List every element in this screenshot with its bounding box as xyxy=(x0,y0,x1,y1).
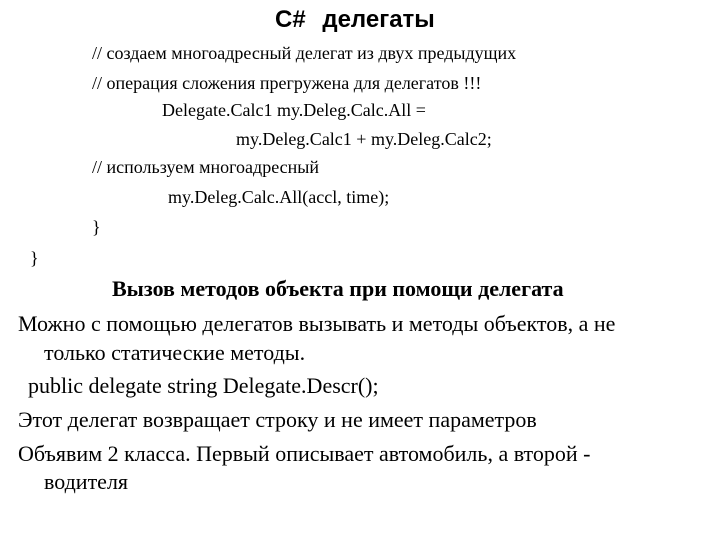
code-comment-line: // используем многоадресный xyxy=(92,157,319,177)
code-brace: } xyxy=(30,248,39,268)
section-heading: Вызов методов объекта при помощи делегата xyxy=(112,276,564,301)
paragraph-line: только статические методы. xyxy=(44,340,306,365)
code-comment-line: // операция сложения прегружена для делегатов !!! xyxy=(92,73,482,93)
slide-title: C# делегаты xyxy=(275,6,435,33)
code-comment-line: // создаем многоадресный делегат из двух предыдущих xyxy=(92,43,517,63)
paragraph-line: public delegate string Delegate.Descr(); xyxy=(28,373,379,398)
paragraph-line: водителя xyxy=(44,469,129,494)
paragraph-line: Можно с помощью делегатов вызывать и методы объектов, а не xyxy=(18,311,616,336)
code-brace: } xyxy=(92,217,101,237)
paragraph-line: Этот делегат возвращает строку и не имеет параметров xyxy=(18,407,537,432)
paragraph-line: Объявим 2 класса. Первый описывает автомобиль, а второй - xyxy=(18,441,591,466)
code-line: Delegate.Calc1 my.Deleg.Calc.All = xyxy=(162,100,426,120)
code-line: my.Deleg.Calc.All(accl, time); xyxy=(168,187,390,207)
code-line: my.Deleg.Calc1 + my.Deleg.Calc2; xyxy=(236,129,492,149)
